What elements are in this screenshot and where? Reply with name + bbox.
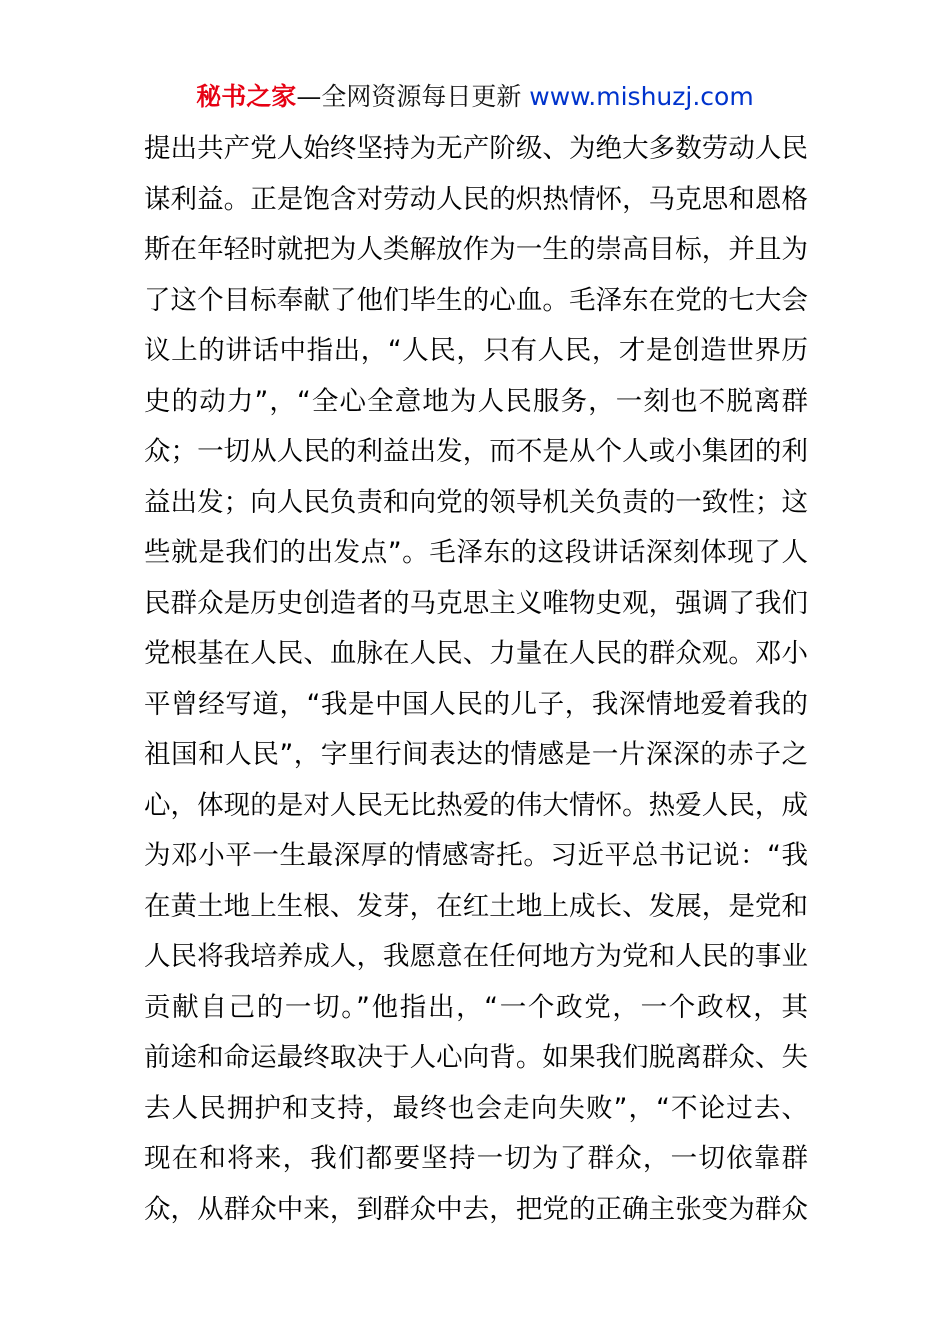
body-line: 现在和将来，我们都要坚持一切为了群众，一切依靠群 (144, 1143, 808, 1174)
body-line: 在黄土地上生根、发芽，在红土地上成长、发展，是党和 (144, 890, 808, 922)
body-line: 议上的讲话中指出，“人民，只有人民，才是创造世界历 (144, 335, 808, 366)
site-header (0, 80, 950, 114)
body-line: 益出发；向人民负责和向党的领导机关负责的一致性；这 (144, 486, 808, 518)
body-line: 为邓小平一生最深厚的情感寄托。习近平总书记说：“我 (144, 840, 808, 871)
body-line: 心，体现的是对人民无比热爱的伟大情怀。热爱人民，成 (144, 789, 808, 821)
body-line: 党根基在人民、血脉在人民、力量在人民的群众观。邓小 (144, 638, 808, 669)
body-line: 去人民拥护和支持，最终也会走向失败”，“不论过去、 (144, 1092, 808, 1124)
site-url-link[interactable]: www.mishuzj.com (529, 82, 754, 111)
body-line: 史的动力”，“全心全意地为人民服务，一刻也不脱离群 (144, 385, 808, 417)
body-line: 众；一切从人民的利益出发，而不是从个人或小集团的利 (144, 436, 808, 467)
site-brand: 秘书之家 (196, 82, 297, 111)
body-line: 了这个目标奉献了他们毕生的心血。毛泽东在党的七大会 (144, 284, 808, 316)
body-line: 祖国和人民”，字里行间表达的情感是一片深深的赤子之 (144, 739, 808, 770)
body-line: 众，从群众中来，到群众中去，把党的正确主张变为群众 (144, 1193, 808, 1225)
body-line: 前途和命运最终取决于人心向背。如果我们脱离群众、失 (144, 1042, 808, 1073)
body-line: 斯在年轻时就把为人类解放作为一生的崇高目标，并且为 (144, 234, 808, 265)
body-line: 人民将我培养成人，我愿意在任何地方为党和人民的事业 (144, 941, 808, 972)
body-line: 民群众是历史创造者的马克思主义唯物史观，强调了我们 (144, 587, 808, 619)
site-tagline: —全网资源每日更新 (296, 82, 530, 111)
body-line: 谋利益。正是饱含对劳动人民的炽热情怀，马克思和恩格 (144, 183, 808, 215)
body-line: 平曾经写道，“我是中国人民的儿子，我深情地爱着我的 (144, 688, 808, 720)
body-line: 贡献自己的一切。”他指出，“一个政党，一个政权，其 (144, 991, 808, 1023)
body-line: 提出共产党人始终坚持为无产阶级、为绝大多数劳动人民 (144, 133, 808, 164)
body-line: 些就是我们的出发点”。毛泽东的这段讲话深刻体现了人 (144, 537, 808, 568)
document-body (144, 124, 808, 1235)
